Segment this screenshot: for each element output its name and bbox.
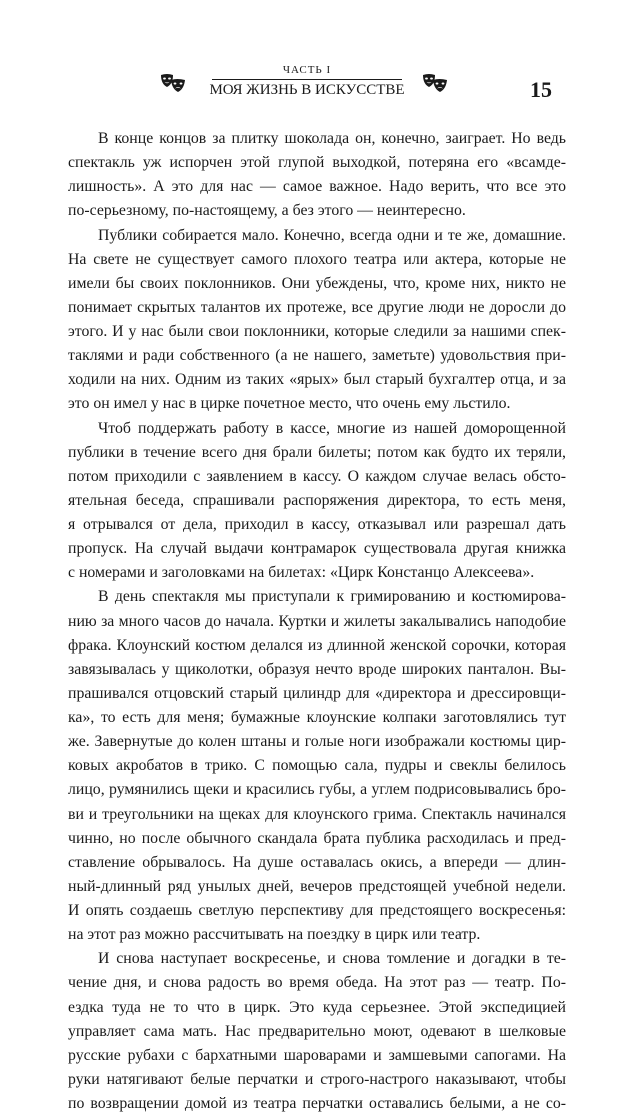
text-line: И опять создаешь светлую перспективу для предстоящего воскресенья: [68,902,566,919]
text-line: я отрывался от дела, приходил в кассу, отказывал или разрешал дать [68,516,566,533]
text-line: лишность». А это для нас — самое важное. Надо верить, что все это [68,178,566,196]
text-line: управляет сама мать. Нас предварительно моют, одевают в шелковые [68,1022,566,1040]
text-line: ный-длинный ряд унылых дней, вечеров предстоящей учебной недели. [68,877,566,895]
text-line: пропуск. На случай выдачи контрамарок существовала другая книжка [68,540,566,558]
text-line: публики в течение всего дня брали билеты; потом как будто их теряли, [68,443,566,461]
text-line: это он имел у нас в цирке почетное место, что очень ему льстило. [68,395,511,413]
text-line: фрака. Клоунский костюм делался из длинной женской сорочки, которая [68,636,566,654]
text-line: ставление обрывалось. На душе оставалась окись, а впереди — длин- [68,853,566,871]
text-line: на этот раз можно рассчитывать на поездку в цирк или театр. [68,926,481,944]
text-line: чение дня, и снова радость во время обеда. На этот раз — театр. По- [68,974,566,992]
text-line: руки натягивают белые перчатки и строго-настрого наказывают, чтобы [68,1070,566,1088]
text-line: Публики собирается мало. Конечно, всегда одни и те же, домашние. [98,226,566,244]
running-header [160,60,450,108]
text-line: чинно, но после обычного скандала брата публика расходилась и пред- [68,829,566,847]
page-number: 15 [530,77,552,102]
book-title: МОЯ ЖИЗНЬ В ИСКУССТВЕ [209,82,405,98]
theatre-masks-icon [422,72,448,96]
text-line: по-серьезному, по-настоящему, а без этого — неинтересно. [68,202,466,220]
text-line: спектакль уж испорчен этой глупой выходкой, потеряна его «всамде- [68,154,566,172]
text-line: понимает скрытых талантов их протеже, все другие люди не доросли до [68,298,566,316]
text-line: с номерами и заголовками на билетах: «Цирк Констанцо Алексеева». [68,564,535,582]
text-line: прашивался отцовский старый цилиндр для «директора и дрессировщи- [68,684,566,702]
part-label: ЧАСТЬ I [282,64,332,76]
text-line: же. Завернутые до колен штаны и голые ноги изображали костюмы цир- [68,733,566,751]
text-line: И снова наступает воскресенье, и снова томление и догадки в те- [98,950,566,968]
text-line: На свете не существует самого плохого театра или актера, которые не [68,250,566,268]
text-line: по возвращении домой из театра перчатки оставались белыми, а не со- [68,1095,566,1112]
text-line: ходили на них. Одним из таких «ярых» был старый бухгалтер отца, и за [68,371,566,389]
text-line: ка», то есть для меня; бумажные клоунские колпаки заготовлялись тут [68,709,566,726]
text-line: русские рубахи с бархатными шароварами и замшевыми сапогами. На [68,1046,566,1064]
text-line: ятельная беседа, спрашивали распоряжения директора, то есть меня, [68,491,566,509]
text-line: лицо, румянились щеки и красились губы, а углем подрисовывались бро- [68,781,566,799]
text-line: нию за много часов до начала. Куртки и жилеты закалывались наподобие [68,612,566,630]
text-line: таклями и ради собственного (а не нашего, заметьте) удовольствия при- [68,347,566,365]
theatre-masks-icon [160,72,186,96]
text-line: ковых акробатов в трико. С помощью сала, пудры и свеклы белилось [68,757,566,775]
body-text [68,127,566,1116]
text-line: ви и треугольники на щеках для клоунского грима. Спектакль начинался [68,805,566,823]
text-line: потом приходили с заявлением в кассу. О каждом случае велась обсто- [68,467,566,485]
text-line: В конце концов за плитку шоколада он, конечно, заиграет. Но ведь [98,130,566,147]
text-line: Чтоб поддержать работу в кассе, многие из нашей доморощенной [98,419,566,437]
text-line: завязывалась у щиколотки, образуя нечто вроде широких панталон. Вы- [68,660,566,678]
text-line: ездка туда не то что в цирк. Это куда серьезнее. Этой экспедицией [68,998,566,1016]
text-line: В день спектакля мы приступали к гримированию и костюмирова- [98,588,566,606]
text-line: этого. И у нас были свои поклонники, которые следили за нашими спек- [68,323,566,340]
text-line: имели бы своих поклонников. Они убеждены, что, кроме них, никто не [68,274,566,292]
header-divider [212,79,402,80]
